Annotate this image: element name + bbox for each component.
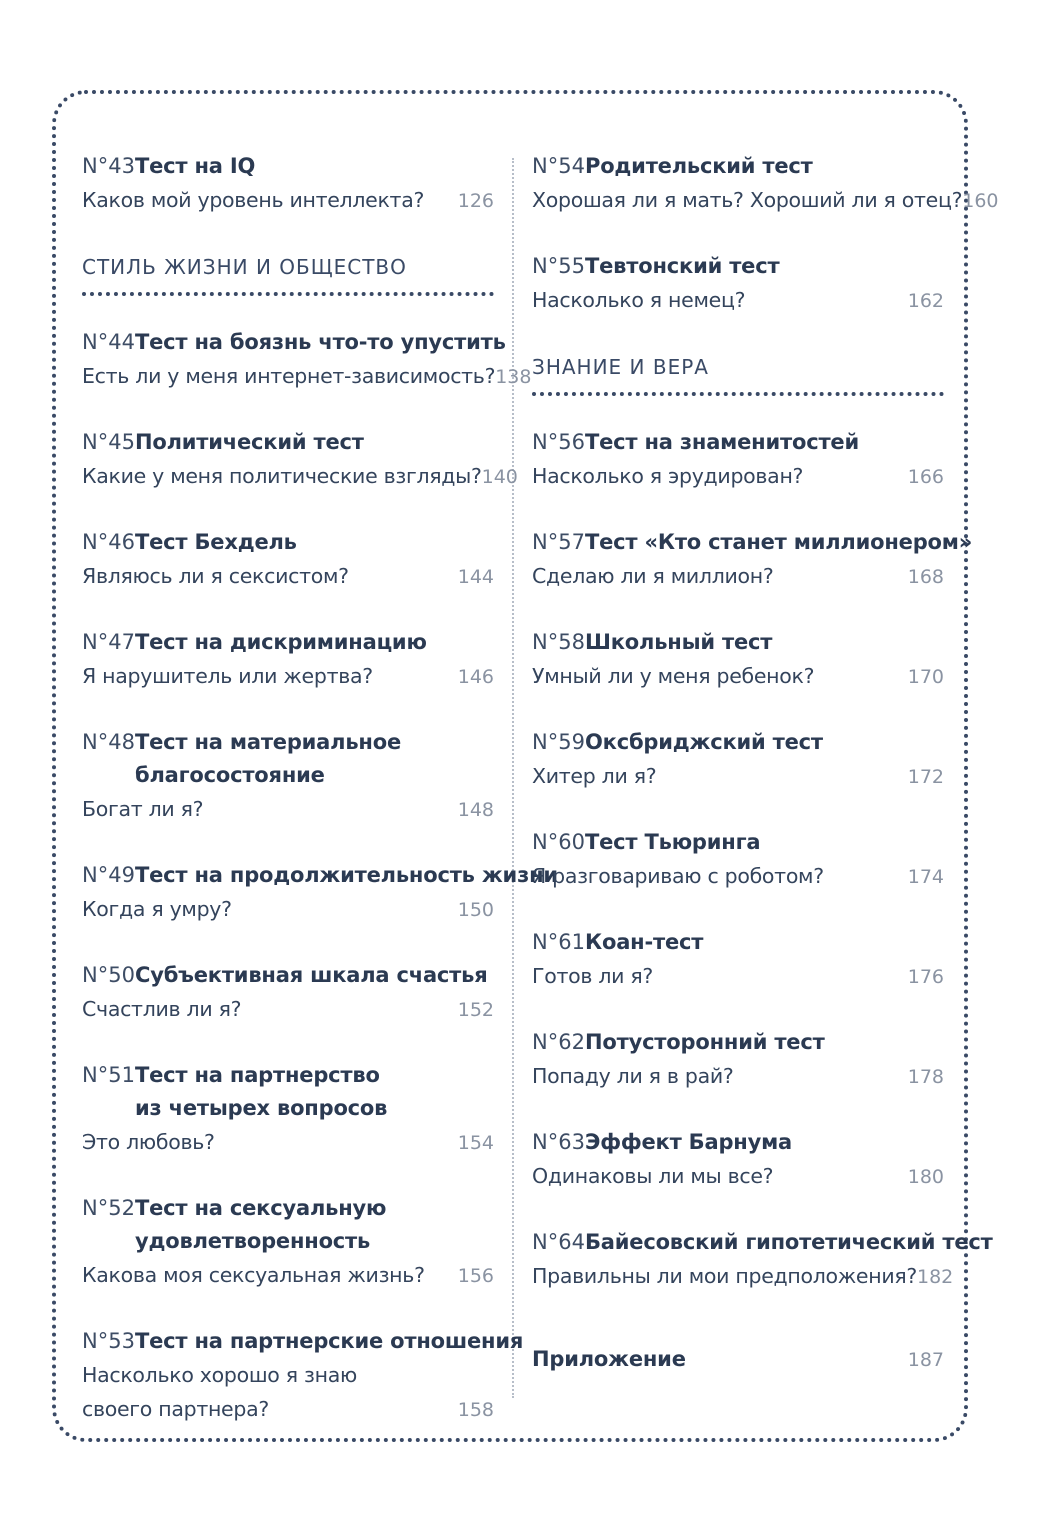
entry-title: Тест на партнерство xyxy=(135,1063,380,1087)
title-row xyxy=(82,759,494,792)
entry-number: N°58 xyxy=(532,630,585,654)
subtitle-row xyxy=(532,559,944,594)
page-number: 146 xyxy=(457,666,494,688)
entry-number xyxy=(82,759,135,792)
subtitle-row xyxy=(532,1159,944,1194)
section-header xyxy=(532,350,944,396)
page-number: 138 xyxy=(495,366,532,388)
column-divider xyxy=(512,158,514,1398)
toc-entry-appendix[interactable] xyxy=(532,1342,944,1377)
entry-title: Школьный тест xyxy=(585,630,773,654)
toc-entry[interactable] xyxy=(82,726,494,827)
toc-entry[interactable] xyxy=(532,726,944,794)
subtitle-row xyxy=(82,792,494,827)
page-number: 152 xyxy=(457,999,494,1021)
subtitle-row xyxy=(82,1392,494,1427)
title-row xyxy=(82,1192,494,1225)
entry-number: N°48 xyxy=(82,730,135,754)
subtitle-row xyxy=(82,1125,494,1160)
entry-title: Тест на партнерские отношения xyxy=(135,1329,524,1353)
entry-subtitle: Я нарушитель или жертва? xyxy=(82,664,373,688)
page-number: 140 xyxy=(481,466,518,488)
entry-subtitle: Одинаковы ли мы все? xyxy=(532,1164,774,1188)
page-number: 160 xyxy=(962,190,999,212)
toc-entry[interactable] xyxy=(532,826,944,894)
page-number: 154 xyxy=(457,1132,494,1154)
toc-left-column xyxy=(82,150,558,1459)
entry-subtitle: Являюсь ли я сексистом? xyxy=(82,564,349,588)
section-divider xyxy=(82,292,494,296)
page-number: 148 xyxy=(457,799,494,821)
page-number: 170 xyxy=(907,666,944,688)
title-row xyxy=(82,726,494,759)
title-row xyxy=(532,1226,993,1259)
subtitle-row xyxy=(532,659,944,694)
title-row xyxy=(82,959,494,992)
page-number: 162 xyxy=(907,290,944,312)
entry-number: N°46 xyxy=(82,530,135,554)
title-row xyxy=(82,1225,494,1258)
page-number: 126 xyxy=(457,190,494,212)
entry-subtitle: своего партнера? xyxy=(82,1397,269,1421)
entry-number: N°59 xyxy=(532,730,585,754)
appendix-row xyxy=(532,1342,944,1377)
subtitle-row xyxy=(532,1059,944,1094)
entry-title: Тест Тьюринга xyxy=(585,830,761,854)
entry-number: N°51 xyxy=(82,1063,135,1087)
title-row xyxy=(82,1325,524,1358)
section-header xyxy=(82,250,494,296)
entry-title: Оксбриджский тест xyxy=(585,730,823,754)
entry-number: N°57 xyxy=(532,530,585,554)
page-number: 180 xyxy=(907,1166,944,1188)
toc-entry[interactable] xyxy=(82,526,494,594)
page-number: 150 xyxy=(457,899,494,921)
page-number: 144 xyxy=(457,566,494,588)
page-number: 178 xyxy=(907,1066,944,1088)
subtitle-row xyxy=(532,859,944,894)
toc-entry[interactable] xyxy=(532,926,944,994)
title-row xyxy=(532,426,944,459)
entry-subtitle: Какова моя сексуальная жизнь? xyxy=(82,1263,425,1287)
title-row xyxy=(82,859,558,892)
title-row xyxy=(532,626,944,659)
entry-title: Тевтонский тест xyxy=(585,254,780,278)
page-number: 176 xyxy=(907,966,944,988)
toc-entry[interactable] xyxy=(82,859,558,927)
entry-number: N°44 xyxy=(82,330,135,354)
entry-title: Эффект Барнума xyxy=(585,1130,793,1154)
page-number: 156 xyxy=(457,1265,494,1287)
section-title: СТИЛЬ ЖИЗНИ И ОБЩЕСТВО xyxy=(82,255,407,279)
subtitle-row xyxy=(532,283,944,318)
entry-title: Тест на боязнь что-то упустить xyxy=(135,330,506,354)
entry-title: Тест на продолжительность жизни xyxy=(135,863,558,887)
title-row xyxy=(82,1092,494,1125)
toc-entry[interactable] xyxy=(532,250,944,318)
entry-subtitle: Богат ли я? xyxy=(82,797,204,821)
entry-title: Приложение xyxy=(532,1347,686,1371)
title-row xyxy=(532,1026,944,1059)
toc-entry[interactable] xyxy=(82,626,494,694)
entry-number: N°47 xyxy=(82,630,135,654)
title-row xyxy=(532,150,944,183)
toc-entry[interactable] xyxy=(82,426,518,494)
page-number: 182 xyxy=(917,1266,954,1288)
entry-title: Тест на сексуальную xyxy=(135,1196,387,1220)
toc-right-column xyxy=(532,150,999,1409)
entry-number: N°54 xyxy=(532,154,585,178)
entry-title: Тест на знаменитостей xyxy=(585,430,859,454)
subtitle-row xyxy=(82,1358,494,1392)
toc-entry[interactable] xyxy=(532,426,944,494)
entry-title: Байесовский гипотетический тест xyxy=(585,1230,993,1254)
entry-title: удовлетворенность xyxy=(135,1229,371,1253)
entry-subtitle: Какие у меня политические взгляды? xyxy=(82,464,482,488)
title-row xyxy=(532,1126,944,1159)
toc-entry[interactable] xyxy=(532,1126,944,1194)
entry-number: N°49 xyxy=(82,863,135,887)
toc-entry[interactable] xyxy=(82,1192,494,1293)
toc-entry[interactable] xyxy=(532,150,999,218)
entry-title: благосостояние xyxy=(135,763,325,787)
title-row xyxy=(532,926,944,959)
toc-entry[interactable] xyxy=(82,1325,524,1427)
entry-number: N°53 xyxy=(82,1329,135,1353)
entry-subtitle: Каков мой уровень интеллекта? xyxy=(82,188,425,212)
entry-number: N°50 xyxy=(82,963,135,987)
entry-subtitle: Есть ли у меня интернет-зависимость? xyxy=(82,364,496,388)
entry-number: N°52 xyxy=(82,1196,135,1220)
toc-entry[interactable] xyxy=(82,326,532,394)
subtitle-row xyxy=(82,559,494,594)
entry-number: N°63 xyxy=(532,1130,585,1154)
entry-number: N°61 xyxy=(532,930,585,954)
page-number: 174 xyxy=(907,866,944,888)
entry-title: Тест Бехдель xyxy=(135,530,297,554)
title-row xyxy=(82,326,506,359)
subtitle-row xyxy=(532,183,999,218)
entry-number: N°64 xyxy=(532,1230,585,1254)
subtitle-row xyxy=(532,459,944,494)
subtitle-row xyxy=(82,659,494,694)
entry-subtitle: Это любовь? xyxy=(82,1130,215,1154)
toc-entry[interactable] xyxy=(532,626,944,694)
subtitle-row xyxy=(82,1258,494,1293)
entry-number: N°43 xyxy=(82,154,135,178)
title-row xyxy=(82,526,494,559)
entry-subtitle: Я разговариваю с роботом? xyxy=(532,864,824,888)
title-row xyxy=(532,726,944,759)
toc-entry[interactable] xyxy=(82,959,494,1027)
title-row xyxy=(82,426,494,459)
entry-subtitle: Умный ли у меня ребенок? xyxy=(532,664,815,688)
subtitle-row xyxy=(82,459,518,494)
entry-number: N°56 xyxy=(532,430,585,454)
toc-entry[interactable] xyxy=(532,526,973,594)
entry-title: Коан-тест xyxy=(585,930,704,954)
section-title: ЗНАНИЕ И ВЕРА xyxy=(532,355,709,379)
entry-subtitle: Насколько я эрудирован? xyxy=(532,464,804,488)
toc-entry[interactable] xyxy=(82,1059,494,1160)
entry-subtitle: Когда я умру? xyxy=(82,897,232,921)
subtitle-row xyxy=(532,759,944,794)
page-number: 168 xyxy=(907,566,944,588)
entry-subtitle: Сделаю ли я миллион? xyxy=(532,564,774,588)
page-number: 172 xyxy=(907,766,944,788)
entry-number xyxy=(82,1225,135,1258)
entry-title: Политический тест xyxy=(135,430,364,454)
subtitle-row xyxy=(532,959,944,994)
entry-number: N°55 xyxy=(532,254,585,278)
title-row xyxy=(532,826,944,859)
entry-number: N°45 xyxy=(82,430,135,454)
entry-subtitle: Попаду ли я в рай? xyxy=(532,1064,734,1088)
entry-title: Субъективная шкала счастья xyxy=(135,963,488,987)
entry-subtitle: Насколько хорошо я знаю xyxy=(82,1363,357,1387)
entry-title: Тест «Кто станет миллионером» xyxy=(585,530,973,554)
title-row xyxy=(82,626,494,659)
title-row xyxy=(82,150,494,183)
entry-title: Тест на IQ xyxy=(135,154,256,178)
entry-title: из четырех вопросов xyxy=(135,1096,388,1120)
page-number: 187 xyxy=(907,1349,944,1371)
title-row xyxy=(532,250,944,283)
toc-entry[interactable] xyxy=(532,1026,944,1094)
entry-title: Тест на дискриминацию xyxy=(135,630,427,654)
subtitle-row xyxy=(532,1259,954,1294)
toc-entry[interactable] xyxy=(82,150,494,218)
subtitle-row xyxy=(82,183,494,218)
entry-title: Тест на материальное xyxy=(135,730,401,754)
entry-title: Родительский тест xyxy=(585,154,813,178)
section-divider xyxy=(532,392,944,396)
entry-number xyxy=(82,1092,135,1125)
entry-number: N°60 xyxy=(532,830,585,854)
subtitle-row xyxy=(82,359,532,394)
subtitle-row xyxy=(82,992,494,1027)
page-number: 158 xyxy=(457,1399,494,1421)
entry-subtitle: Насколько я немец? xyxy=(532,288,746,312)
subtitle-row xyxy=(82,892,494,927)
entry-subtitle: Хитер ли я? xyxy=(532,764,657,788)
entry-subtitle: Готов ли я? xyxy=(532,964,653,988)
title-row xyxy=(82,1059,494,1092)
entry-title: Потусторонний тест xyxy=(585,1030,825,1054)
title-row xyxy=(532,526,973,559)
entry-number: N°62 xyxy=(532,1030,585,1054)
page-number: 166 xyxy=(907,466,944,488)
entry-subtitle: Правильны ли мои предположения? xyxy=(532,1264,917,1288)
entry-subtitle: Хорошая ли я мать? Хороший ли я отец? xyxy=(532,188,963,212)
toc-entry[interactable] xyxy=(532,1226,993,1294)
entry-subtitle: Счастлив ли я? xyxy=(82,997,242,1021)
